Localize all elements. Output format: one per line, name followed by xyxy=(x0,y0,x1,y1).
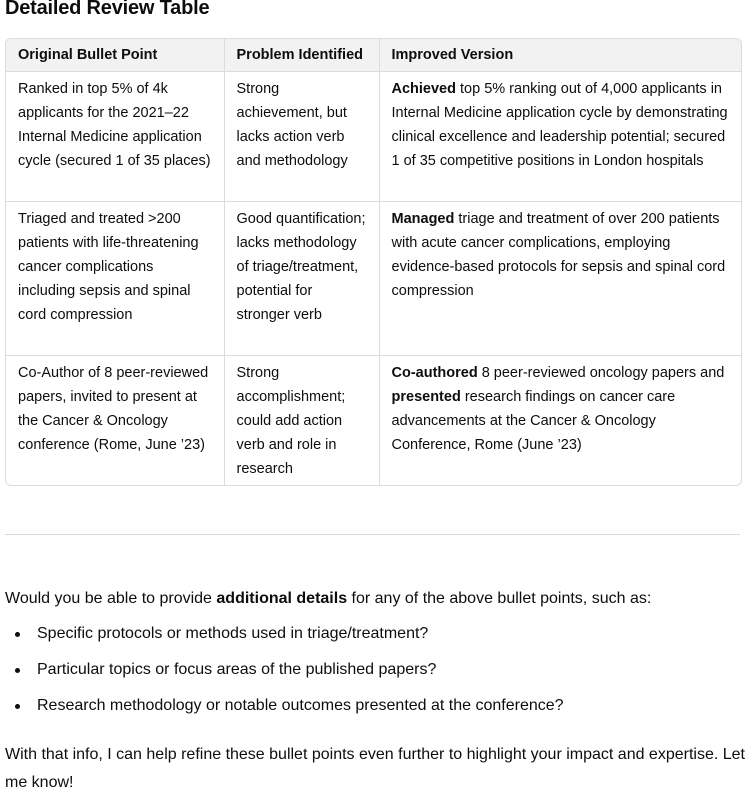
list-item xyxy=(5,656,564,684)
cell-improved xyxy=(379,356,741,486)
cell-original: Ranked in top 5% of 4k applicants for the 2021–22 Internal Medicine application cycle (secured 1 of 35 places) xyxy=(6,72,224,202)
list-item-text: Specific protocols or methods used in triage/treatment? xyxy=(37,625,429,642)
table-row xyxy=(6,356,741,486)
list-item-text: Research methodology or notable outcomes presented at the conference? xyxy=(37,697,564,714)
bullet-icon xyxy=(15,632,20,637)
improved-text: triage and treatment of over 200 patients with acute cancer complications, employing evidence-based protocols for sepsis and spinal cord compression xyxy=(391,211,726,299)
header-problem: Problem Identified xyxy=(224,39,379,72)
cell-problem: Strong accomplishment; could add action verb and role in research xyxy=(224,356,379,486)
intro-text-end: for any of the above bullet points, such as: xyxy=(347,590,652,607)
action-verb: Achieved xyxy=(391,81,456,97)
cell-improved xyxy=(379,72,741,202)
section-heading: Detailed Review Table xyxy=(5,0,210,19)
followup-intro xyxy=(5,585,651,613)
cell-problem: Good quantification; lacks methodology of triage/treatment, potential for stronger verb xyxy=(224,202,379,356)
table-row xyxy=(6,202,741,356)
table-header-row xyxy=(6,39,741,72)
improved-text-2: research findings on cancer care advancements at the Cancer & Oncology Conference, Rome (June ’23) xyxy=(391,389,676,453)
cell-problem: Strong achievement, but lacks action verb and methodology xyxy=(224,72,379,202)
improved-text: 8 peer-reviewed oncology papers and xyxy=(477,365,725,381)
table-row xyxy=(6,72,741,202)
bullet-icon xyxy=(15,668,20,673)
divider xyxy=(5,534,740,535)
intro-bold-text: additional details xyxy=(216,590,348,607)
cell-original: Triaged and treated >200 patients with life-threatening cancer complications including sepsis and spinal cord compression xyxy=(6,202,224,356)
list-item xyxy=(5,620,564,648)
cell-original: Co-Author of 8 peer-reviewed papers, invited to present at the Cancer & Oncology conference (Rome, June ’23) xyxy=(6,356,224,486)
closing-text: With that info, I can help refine these bullet points even further to highlight your impact and expertise. Let me know! xyxy=(5,746,745,791)
action-verb: Co-authored xyxy=(391,365,478,381)
action-verb-2: presented xyxy=(391,389,461,405)
review-table xyxy=(6,39,741,485)
intro-text: Would you be able to provide xyxy=(5,590,217,607)
review-table-container xyxy=(5,38,742,486)
cell-improved xyxy=(379,202,741,356)
improved-text: top 5% ranking out of 4,000 applicants in Internal Medicine application cycle by demonstrating clinical excellence and leadership potential; secured 1 of 35 competitive positions in London hospitals xyxy=(391,81,728,169)
list-item-text: Particular topics or focus areas of the published papers? xyxy=(37,661,437,678)
header-improved: Improved Version xyxy=(379,39,741,72)
bullet-icon xyxy=(15,704,20,709)
action-verb: Managed xyxy=(391,211,455,227)
list-item xyxy=(5,692,564,720)
followup-list xyxy=(5,620,564,728)
header-original: Original Bullet Point xyxy=(6,39,224,72)
